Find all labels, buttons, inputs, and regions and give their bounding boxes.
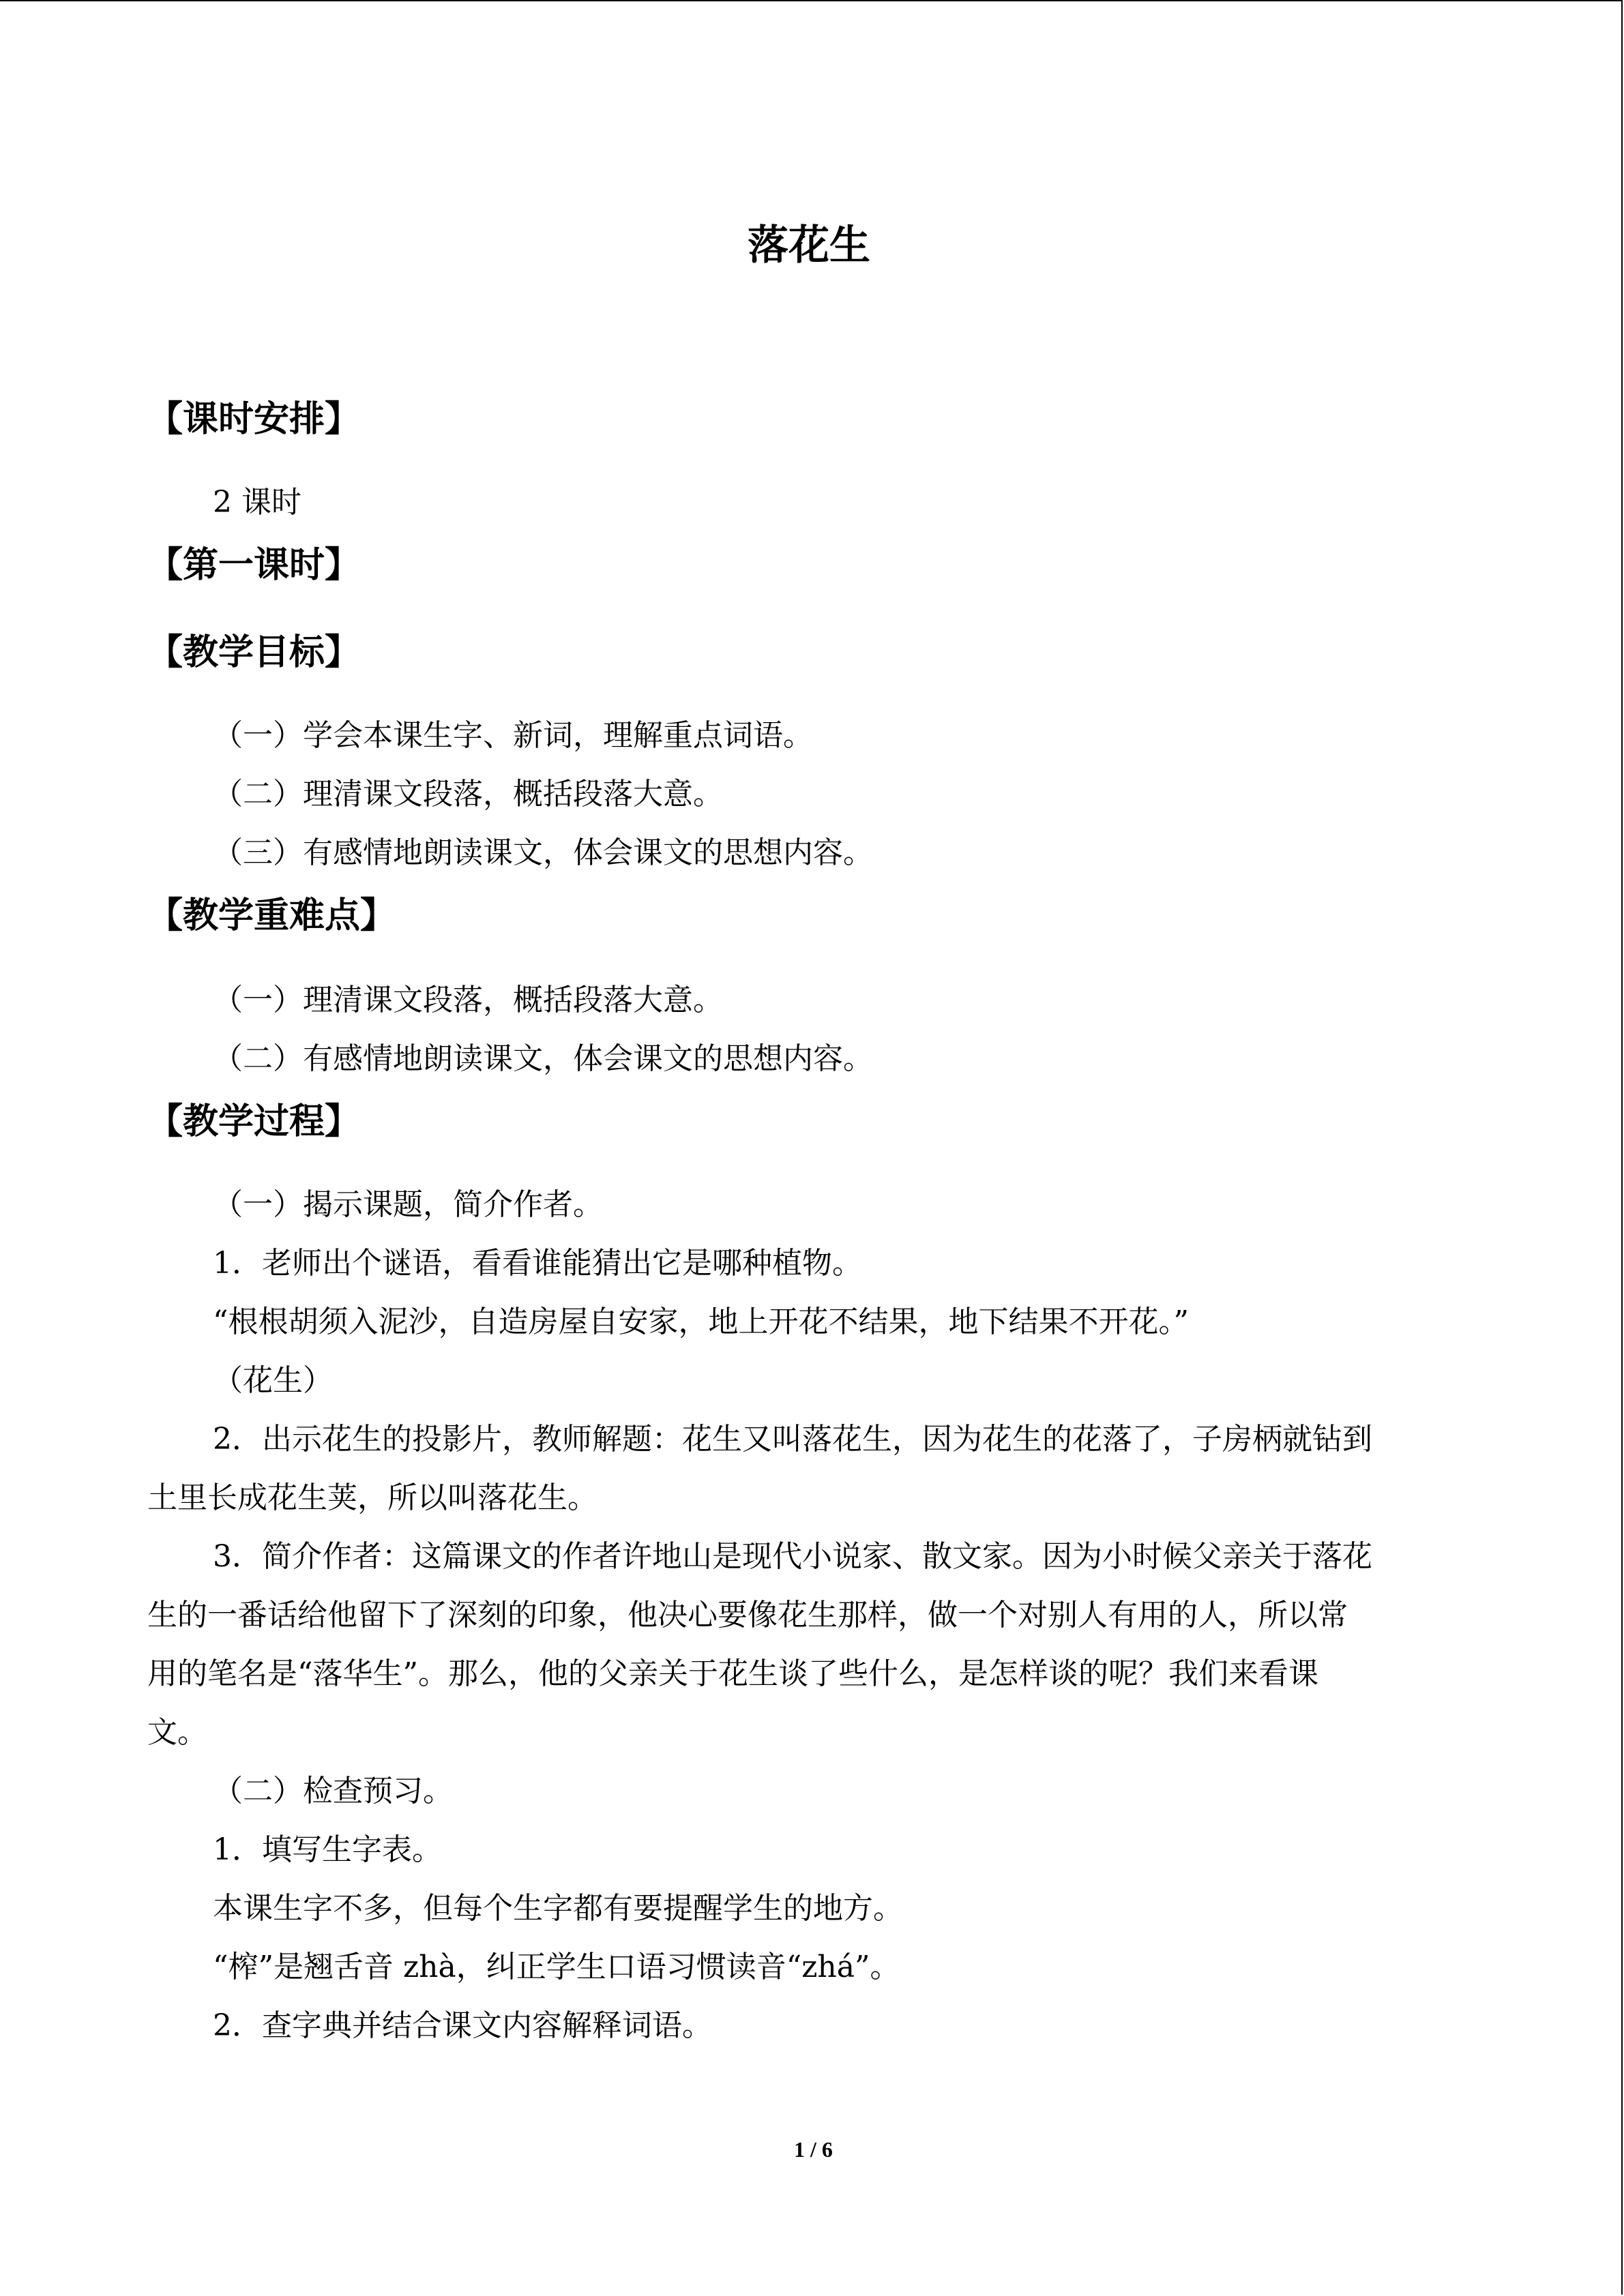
process-line: “榨”是翘舌音 zhà，纠正学生口语习惯读音“zhá”。	[213, 1950, 900, 1984]
process-line: （二）检查预习。	[213, 1774, 453, 1808]
process-line: 文。	[147, 1715, 207, 1750]
heading-process: 【教学过程】	[147, 1101, 361, 1142]
process-line: 本课生字不多，但每个生字都有要提醒学生的地方。	[213, 1891, 903, 1926]
process-line: 生的一番话给他留下了深刻的印象，他决心要像花生那样，做一个对别人有用的人，所以常	[147, 1598, 1348, 1632]
document-title: 落花生	[748, 222, 870, 269]
process-line: 1．填写生字表。	[213, 1832, 442, 1867]
heading-first-lesson: 【第一课时】	[147, 544, 361, 586]
page-number: 1 / 6	[794, 2137, 833, 2162]
process-line: 1．老师出个谜语，看看谁能猜出它是哪种植物。	[213, 1246, 862, 1281]
heading-goals: 【教学目标】	[147, 631, 361, 673]
heading-key-points: 【教学重难点】	[147, 895, 396, 936]
heading-schedule: 【课时安排】	[147, 398, 361, 440]
riddle-answer: （花生）	[213, 1363, 333, 1398]
goal-3: （三）有感情地朗读课文，体会课文的思想内容。	[213, 835, 873, 870]
process-line: 2．查字典并结合课文内容解释词语。	[213, 2008, 712, 2043]
goal-2: （二）理清课文段落，概括段落大意。	[213, 777, 723, 811]
key-point-2: （二）有感情地朗读课文，体会课文的思想内容。	[213, 1041, 873, 1076]
process-line: （一）揭示课题，简介作者。	[213, 1187, 603, 1222]
goal-1: （一）学会本课生字、新词，理解重点词语。	[213, 718, 813, 753]
key-point-1: （一）理清课文段落，概括段落大意。	[213, 983, 723, 1017]
process-line: 土里长成花生荚，所以叫落花生。	[147, 1480, 597, 1515]
process-line: 用的笔名是“落华生”。那么，他的父亲关于花生谈了些什么，是怎样谈的呢？我们来看课	[147, 1656, 1318, 1691]
process-line: 3．简介作者：这篇课文的作者许地山是现代小说家、散文家。因为小时候父亲关于落花	[213, 1539, 1372, 1574]
schedule-text: 2 课时	[213, 485, 301, 520]
riddle-line: “根根胡须入泥沙，自造房屋自安家，地上开花不结果，地下结果不开花。”	[213, 1304, 1189, 1339]
process-line: 2．出示花生的投影片，教师解题：花生又叫落花生，因为花生的花落了，子房柄就钻到	[213, 1422, 1372, 1457]
